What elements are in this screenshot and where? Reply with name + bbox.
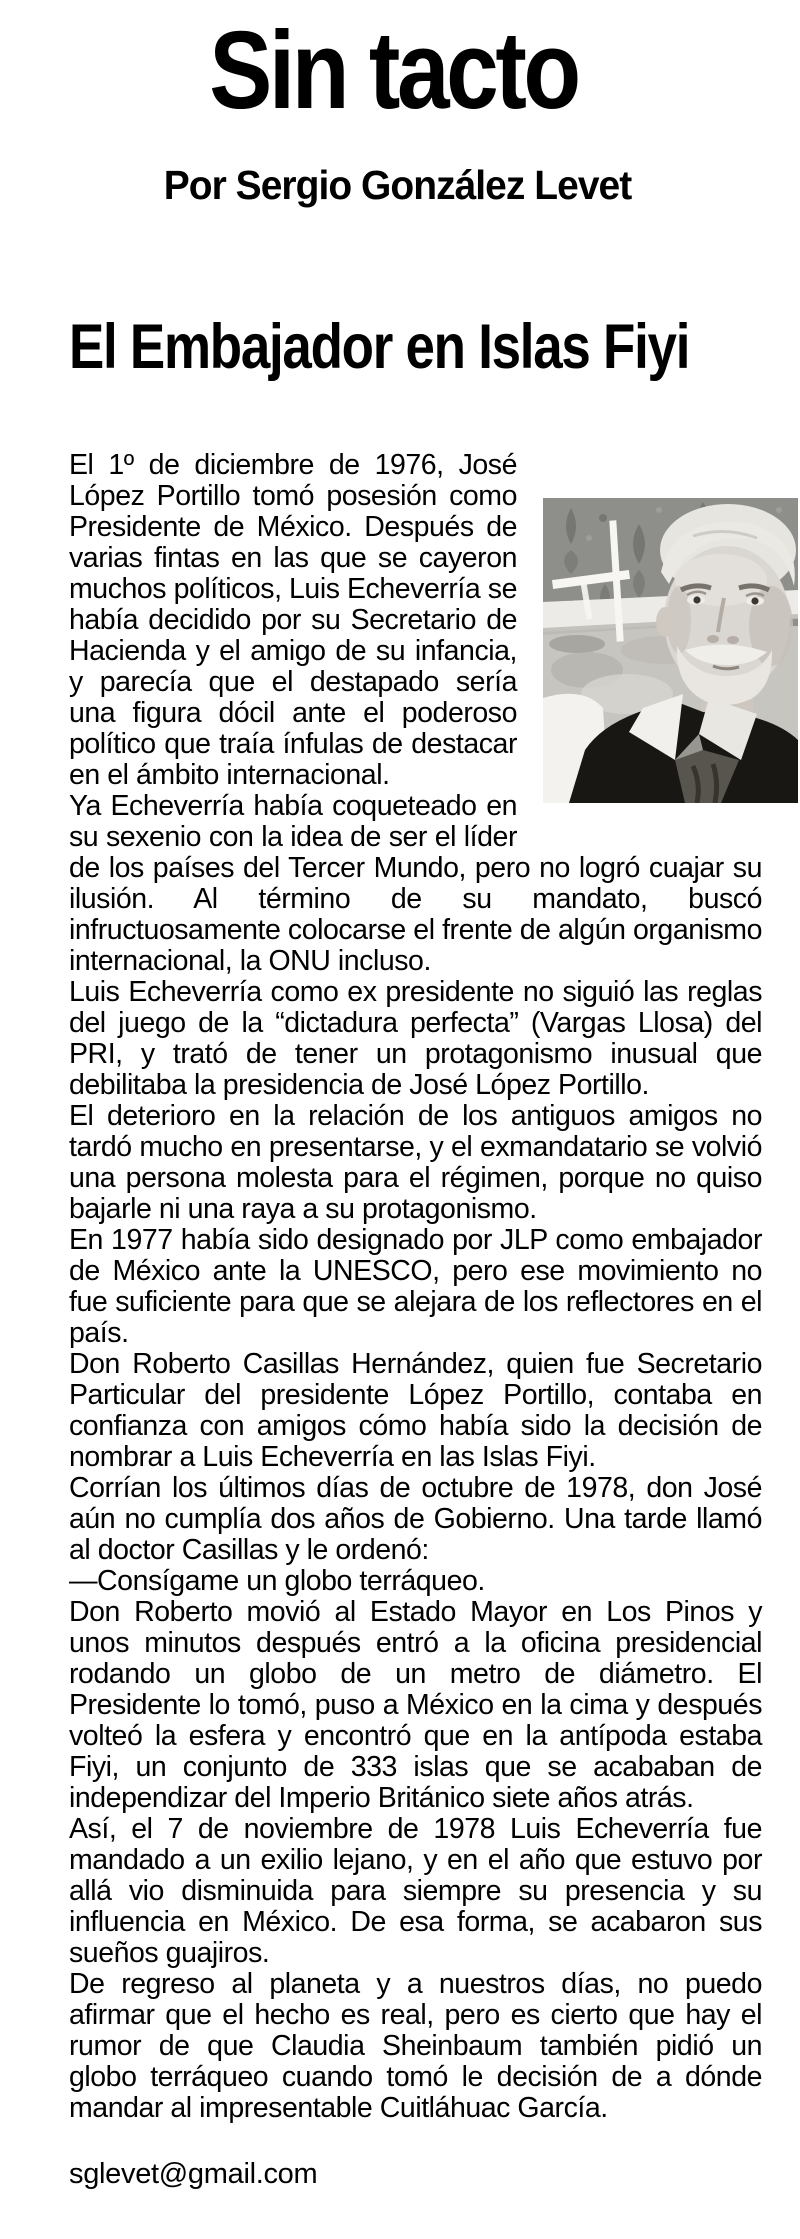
article-headline: El Embajador en Islas Fiyi (69, 312, 690, 383)
article-paragraph: De regreso al planeta y a nuestros días, no puedo afirmar que el hecho es real, pero es cierto que hay el rumor de que Claudia Sheinbaum también pidió un globo terráqueo cuando tomó le decisión de a dónde mandar al impresentable Cuitláhuac García. (69, 1967, 762, 2124)
article-body (69, 450, 762, 2124)
photo-eye-left (693, 596, 700, 603)
portrait-photo-frame (543, 450, 798, 803)
photo-ear (656, 607, 674, 637)
photo-eye-right (751, 597, 758, 604)
article-paragraph: Luis Echeverría como ex presidente no siguió las reglas del juego de la “dictadura perfecta” (Vargas Llosa) del PRI, y trató de tener un protagonismo inusual que debilitaba la presidencia de José López Portillo. (69, 975, 762, 1101)
article-paragraph: Don Roberto movió al Estado Mayor en Los Pinos y unos minutos después entró a la oficina presidencial rodando un globo de un metro de diámetro. El Presidente lo tomó, puso a México en la cima y después volteó la esfera y encontró que en la antípoda estaba Fiyi, un conjunto de 333 islas que se acababan de independizar del Imperio Británico siete años atrás. (69, 1595, 762, 1814)
portrait-photo (543, 498, 798, 803)
article-paragraph: En 1977 había sido designado por JLP como embajador de México ante la UNESCO, pero ese movimiento no fue suficiente para que se alejara de los reflectores en el país. (69, 1223, 762, 1349)
article-paragraph: Ya Echeverría había coqueteado en su sexenio con la idea de ser el líder de los países del Tercer Mundo, pero no logró cuajar su ilusión. Al término de su mandato, buscó infructuosamente colocarse el frente de algún organismo internacional, la ONU incluso. (69, 789, 762, 977)
article-paragraph: El 1º de diciembre de 1976, José López Portillo tomó posesión como Presidente de México. Después de varias fintas en las que se cayeron muchos políticos, Luis Echeverría se había decidido por su Secretario de Hacienda y el amigo de su infancia, y parecía que el destapado sería una figura dócil ante el poderoso político que traía ínfulas de destacar en el ámbito internacional. (69, 448, 517, 791)
article-paragraph: Corrían los últimos días de octubre de 1978, don José aún no cumplía dos años de Gobierno. Una tarde llamó al doctor Casillas y le ordenó: (69, 1471, 762, 1566)
article-paragraph: Así, el 7 de noviembre de 1978 Luis Echeverría fue mandado a un exilio lejano, y en el año que estuvo por allá vio disminuida para siempre su presencia y su influencia en México. De esa forma, se acabaron sus sueños guajiros. (69, 1812, 762, 1969)
article-paragraph: —Consígame un globo terráqueo. (69, 1564, 485, 1597)
article-paragraph: Don Roberto Casillas Hernández, quien fue Secretario Particular del presidente López Portillo, contaba en confianza con amigos cómo había sido la decisión de nombrar a Luis Echeverría en las Islas Fiyi. (69, 1347, 762, 1473)
author-byline: Por Sergio González Levet (163, 162, 632, 208)
article-paragraph: El deterioro en la relación de los antiguos amigos no tardó mucho en presentarse, y el exmandatario se volvió una persona molesta para el régimen, porque no quiso bajarle ni una raya a su protagonismo. (69, 1099, 762, 1225)
column-title: Sin tacto (209, 9, 578, 132)
author-email: sglevet@gmail.com (69, 2157, 318, 2190)
